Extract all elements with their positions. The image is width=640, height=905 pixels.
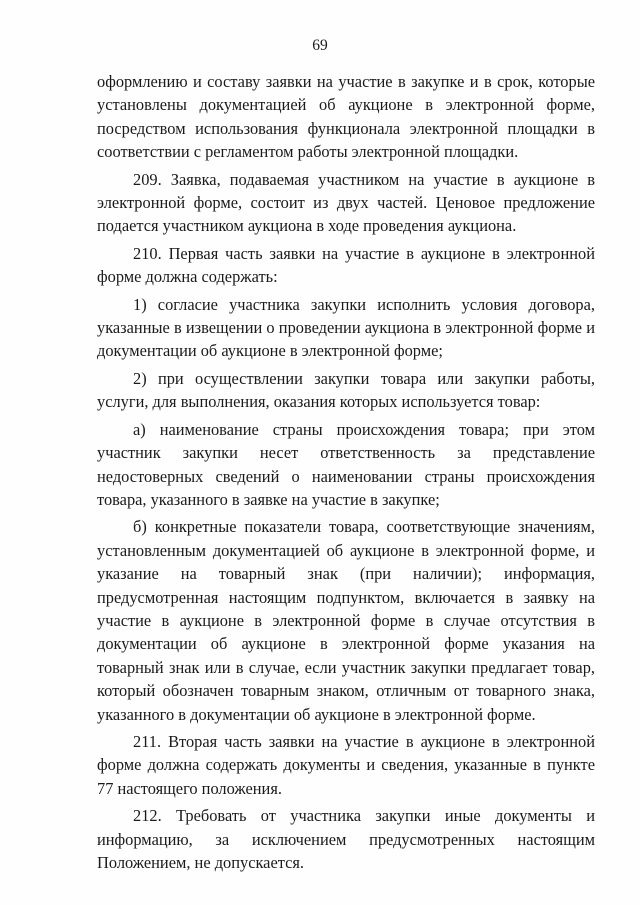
page-number: 69 [312, 37, 328, 54]
paragraph-209: 209. Заявка, подаваемая участником на участие в аукционе в электронной форме, состоит из двух частей. Ценовое предложение подается участником аукциона в ходе проведения аукциона. [97, 169, 595, 236]
paragraph-210-item-2: 2) при осуществлении закупки товара или закупки работы, услуги, для выполнения, оказания которых используется товар: [97, 368, 595, 412]
document-body [97, 70, 595, 874]
paragraph-210: 210. Первая часть заявки на участие в аукционе в электронной форме должна содержать: [97, 243, 595, 287]
paragraph-212: 212. Требовать от участника закупки иные документы и информацию, за исключением предусмотренных настоящим Положением, не допускается. [97, 806, 595, 872]
paragraph-continuation: оформлению и составу заявки на участие в закупке и в срок, которые установлены документацией об аукционе в электронной форме, посредством использования функционала электронной площадки в соответствии с регламентом работы электронной площадки. [97, 72, 595, 162]
paragraph-211: 211. Вторая часть заявки на участие в аукционе в электронной форме должна содержать документы и сведения, указанные в пункте 77 настоящего положения. [97, 731, 595, 798]
paragraph-210-item-2b: б) конкретные показатели товара, соответствующие значениям, установленным документацией об аукционе в электронной форме, и указание на товарный знак (при наличии); информация, предусмотренная настоящим подпунктом, включается в заявку на участие в аукционе в электронной форме в случае отсутствия в документации об аукционе в электронной форме указания на товарный знак или в случае, если участник закупки предлагает товар, который обозначен товарным знаком, отличным от товарного знака, указанного в документации об аукционе в электронной форме. [97, 517, 595, 724]
paragraph-210-item-1: 1) согласие участника закупки исполнить условия договора, указанные в извещении о проведении аукциона в электронной форме и документации об аукционе в электронной форме; [97, 294, 595, 361]
paragraph-210-item-2a: а) наименование страны происхождения товара; при этом участник закупки несет ответственность за представление недостоверных сведений о наименовании страны происхождения товара, указанного в заявке на участие в закупке; [97, 419, 595, 509]
